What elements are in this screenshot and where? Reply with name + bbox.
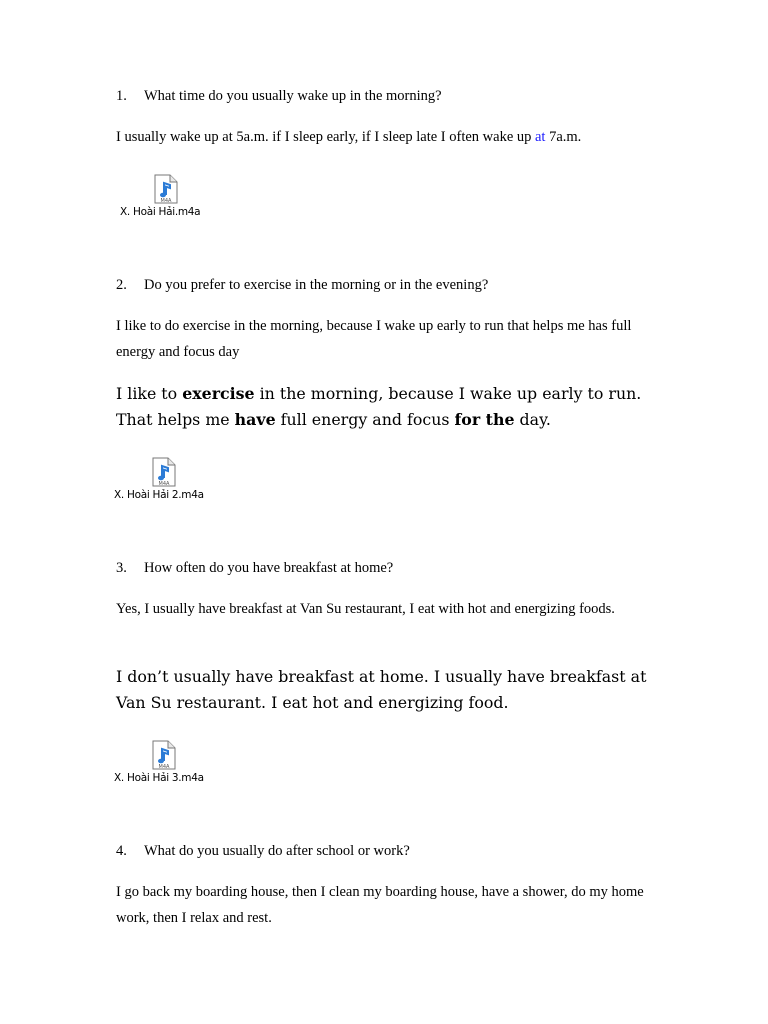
question-text: How often do you have breakfast at home? <box>144 560 394 576</box>
correction-text: full energy and focus <box>275 410 455 429</box>
icon-label: M4A <box>160 198 172 204</box>
m4a-audio-file-icon <box>151 457 177 487</box>
answer-4: I go back my boarding house, then I clean my boarding house, have a shower, do my home work, then I relax and rest. <box>116 884 644 926</box>
correction-bold: have <box>234 410 276 429</box>
question-number: 4. <box>116 843 127 859</box>
answer-text: I usually wake up at 5a.m. if I sleep early, if I sleep late I often wake up <box>116 129 535 145</box>
correction-text: I like to <box>116 384 183 403</box>
icon-label: M4A <box>158 764 170 770</box>
m4a-audio-file-icon <box>153 174 179 204</box>
question-text: What do you usually do after school or work? <box>144 843 410 859</box>
attachment-filename: X. Hoài Hải 2.m4a <box>114 489 204 501</box>
correction-3: I don’t usually have breakfast at home. I usually have breakfast at Van Su restaurant. I eat hot and energizing food. <box>116 667 647 712</box>
correction-bold: exercise <box>182 384 255 403</box>
question-number: 2. <box>116 277 127 293</box>
correction-text: in the morning, because I wake up early to run. That helps me <box>116 384 642 429</box>
audio-attachment-3[interactable] <box>114 740 224 790</box>
question-text: Do you prefer to exercise in the morning or in the evening? <box>144 277 489 293</box>
answer-2: I like to do exercise in the morning, because I wake up early to run that helps me has full energy and focus day <box>116 318 632 360</box>
question-number: 3. <box>116 560 127 576</box>
audio-attachment-2[interactable] <box>114 457 224 507</box>
audio-attachment-1[interactable] <box>118 174 228 224</box>
answer-1 <box>116 125 656 151</box>
attachment-filename: X. Hoài Hải 3.m4a <box>114 772 204 784</box>
question-number: 1. <box>116 88 127 104</box>
correction-2 <box>116 381 656 433</box>
answer-text-end: 7a.m. <box>545 129 582 145</box>
answer-highlight: at <box>535 129 546 145</box>
icon-label: M4A <box>158 481 170 487</box>
correction-text: day. <box>514 410 551 429</box>
answer-3: Yes, I usually have breakfast at Van Su restaurant, I eat with hot and energizing foods. <box>116 601 615 617</box>
attachment-filename: X. Hoài Hải.m4a <box>120 206 201 218</box>
question-text: What time do you usually wake up in the morning? <box>144 88 442 104</box>
correction-bold: for the <box>454 410 515 429</box>
m4a-audio-file-icon <box>151 740 177 770</box>
